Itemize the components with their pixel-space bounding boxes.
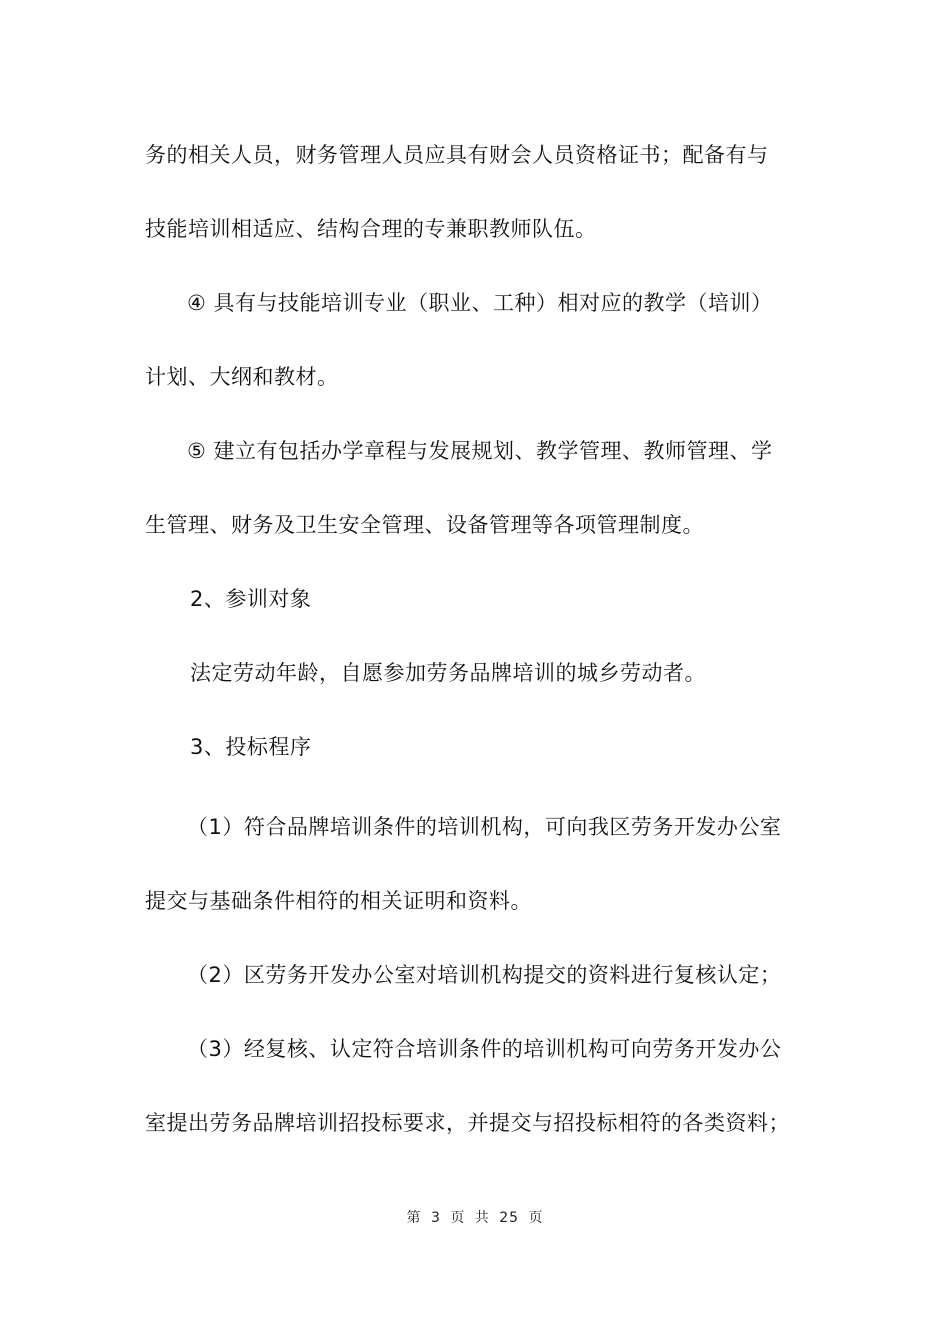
page-footer <box>0 1208 950 1228</box>
text-line: 提交与基础条件相符的相关证明和资料。 <box>145 889 532 913</box>
footer-current-page: 3 <box>430 1210 441 1226</box>
text-line: 室提出劳务品牌培训招投标要求，并提交与招投标相符的各类资料； <box>145 1111 790 1135</box>
text-line: 务的相关人员，财务管理人员应具有财会人员资格证书；配备有与 <box>145 143 769 167</box>
text-line: （2）区劳务开发办公室对培训机构提交的资料进行复核认定； <box>187 963 782 987</box>
text-line: ④ 具有与技能培训专业（职业、工种）相对应的教学（培训） <box>187 291 773 315</box>
text-line: 法定劳动年龄，自愿参加劳务品牌培训的城乡劳动者。 <box>190 661 706 685</box>
text-line: 计划、大纲和教材。 <box>145 365 339 389</box>
text-line: （3）经复核、认定符合培训条件的培训机构可向劳务开发办公 <box>187 1037 782 1061</box>
section-heading: 2、参训对象 <box>190 587 312 611</box>
footer-total-pages: 25 <box>499 1210 520 1226</box>
footer-total-word: 共 <box>474 1210 490 1226</box>
text-line: 技能培训相适应、结构合理的专兼职教师队伍。 <box>145 217 597 241</box>
text-line: ⑤ 建立有包括办学章程与发展规划、教学管理、教师管理、学 <box>187 439 773 463</box>
footer-suffix: 页 <box>528 1210 544 1226</box>
section-heading: 3、投标程序 <box>190 735 312 759</box>
text-line: （1）符合品牌培训条件的培训机构，可向我区劳务开发办公室 <box>187 815 782 839</box>
footer-prefix: 第 <box>406 1210 422 1226</box>
text-line: 生管理、财务及卫生安全管理、设备管理等各项管理制度。 <box>145 513 704 537</box>
footer-page-unit: 页 <box>450 1210 466 1226</box>
